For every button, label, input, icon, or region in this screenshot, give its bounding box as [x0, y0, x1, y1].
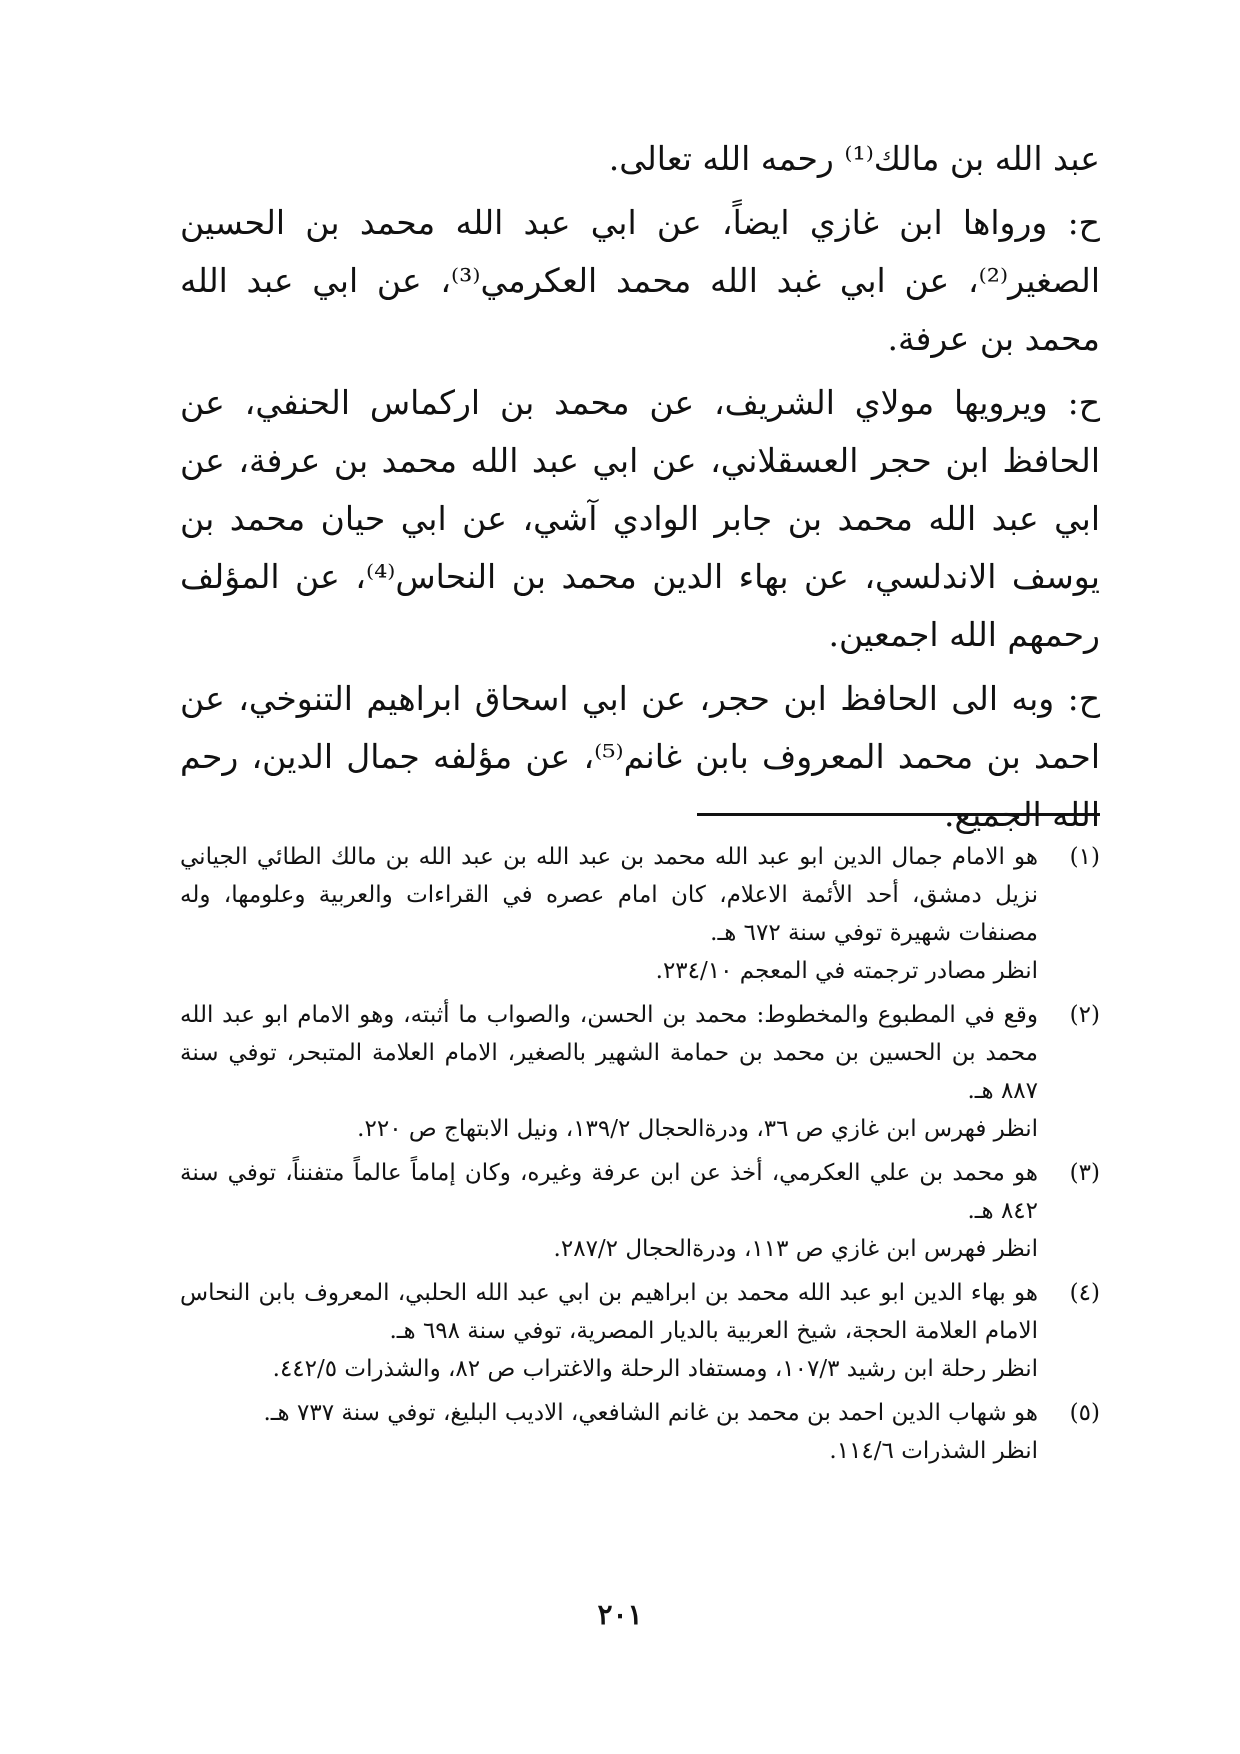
footnotes	[180, 838, 1100, 1476]
footnote-divider	[697, 813, 1100, 816]
footnote-3	[180, 1154, 1100, 1268]
footnote-reference: انظر الشذرات ١١٤/٦.	[829, 1438, 1038, 1464]
footnote-number: (١)	[1069, 844, 1100, 870]
footnote-number: (٢)	[1069, 1002, 1100, 1028]
paragraph-2: ح: ورواها ابن غازي ايضاً، عن ابي عبد الله محمد بن الحسين الصغير⁽²⁾، عن ابي غبد الله محمد العكرمي⁽³⁾، عن ابي عبد الله محمد بن عرفة.	[180, 203, 1100, 358]
footnote-text: هو شهاب الدين احمد بن محمد بن غانم الشافعي، الاديب البليغ، توفي سنة ٧٣٧ هـ.	[263, 1400, 1038, 1426]
main-text	[180, 130, 1100, 850]
footnote-text: وقع في المطبوع والمخطوط: محمد بن الحسن، والصواب ما أثبته، وهو الامام ابو عبد الله محمد بن الحسين بن محمد بن حمامة الشهير بالصغير، الامام العلامة المتبحر، توفي سنة ٨٨٧ هـ.	[180, 1002, 1038, 1104]
footnote-reference: انظر رحلة ابن رشيد ١٠٧/٣، ومستفاد الرحلة والاغتراب ص ٨٢، والشذرات ٤٤٢/٥.	[272, 1356, 1038, 1382]
footnote-reference: انظر مصادر ترجمته في المعجم ٢٣٤/١٠.	[655, 958, 1038, 984]
paragraph-4: ح: وبه الى الحافظ ابن حجر، عن ابي اسحاق ابراهيم التنوخي، عن احمد بن محمد المعروف بابن غانم⁽⁵⁾، عن مؤلفه جمال الدين، رحم الله الجميع.	[180, 679, 1100, 834]
footnote-4	[180, 1274, 1100, 1388]
footnote-number: (٣)	[1069, 1160, 1100, 1186]
footnote-reference: انظر فهرس ابن غازي ص ١١٣، ودرةالحجال ٢٨٧/٢.	[553, 1236, 1038, 1262]
footnote-body	[180, 996, 1038, 1148]
page-number: ٢٠١	[597, 1598, 643, 1631]
footnote-number: (٤)	[1069, 1280, 1100, 1306]
footnote-body	[180, 1154, 1038, 1268]
footnote-number: (٥)	[1069, 1400, 1100, 1426]
footnote-text: هو بهاء الدين ابو عبد الله محمد بن ابراهيم بن ابي عبد الله الحلبي، المعروف بابن النحاس الامام العلامة الحجة، شيخ العربية بالديار المصرية، توفي سنة ٦٩٨ هـ.	[180, 1280, 1038, 1344]
paragraph-1: عبد الله بن مالك⁽¹⁾ رحمه الله تعالى.	[608, 139, 1100, 178]
footnote-body	[180, 1274, 1038, 1388]
paragraph-3: ح: ويرويها مولاي الشريف، عن محمد بن اركماس الحنفي، عن الحافظ ابن حجر العسقلاني، عن ابي عبد الله محمد بن عرفة، عن ابي عبد الله محمد بن جابر الوادي آشي، عن ابي حيان محمد بن يوسف الاندلسي، عن بهاء الدين محمد بن النحاس⁽⁴⁾، عن المؤلف رحمهم الله اجمعين.	[180, 383, 1100, 654]
footnote-5	[180, 1394, 1100, 1470]
footnote-2	[180, 996, 1100, 1148]
footnote-text: هو الامام جمال الدين ابو عبد الله محمد بن عبد الله بن عبد الله بن مالك الطائي الجياني نزيل دمشق، أحد الأئمة الاعلام، كان امام عصره في القراءات والعربية وعلومها، وله مصنفات شهيرة توفي سنة ٦٧٢ هـ.	[180, 844, 1038, 946]
footnote-text: هو محمد بن علي العكرمي، أخذ عن ابن عرفة وغيره، وكان إماماً عالماً متفنناً، توفي سنة ٨٤٢ هـ.	[180, 1160, 1038, 1224]
footnote-body	[180, 1394, 1038, 1470]
footnote-1	[180, 838, 1100, 990]
footnote-reference: انظر فهرس ابن غازي ص ٣٦، ودرةالحجال ١٣٩/٢، ونيل الابتهاج ص ٢٢٠.	[357, 1116, 1038, 1142]
footnote-body	[180, 838, 1038, 990]
